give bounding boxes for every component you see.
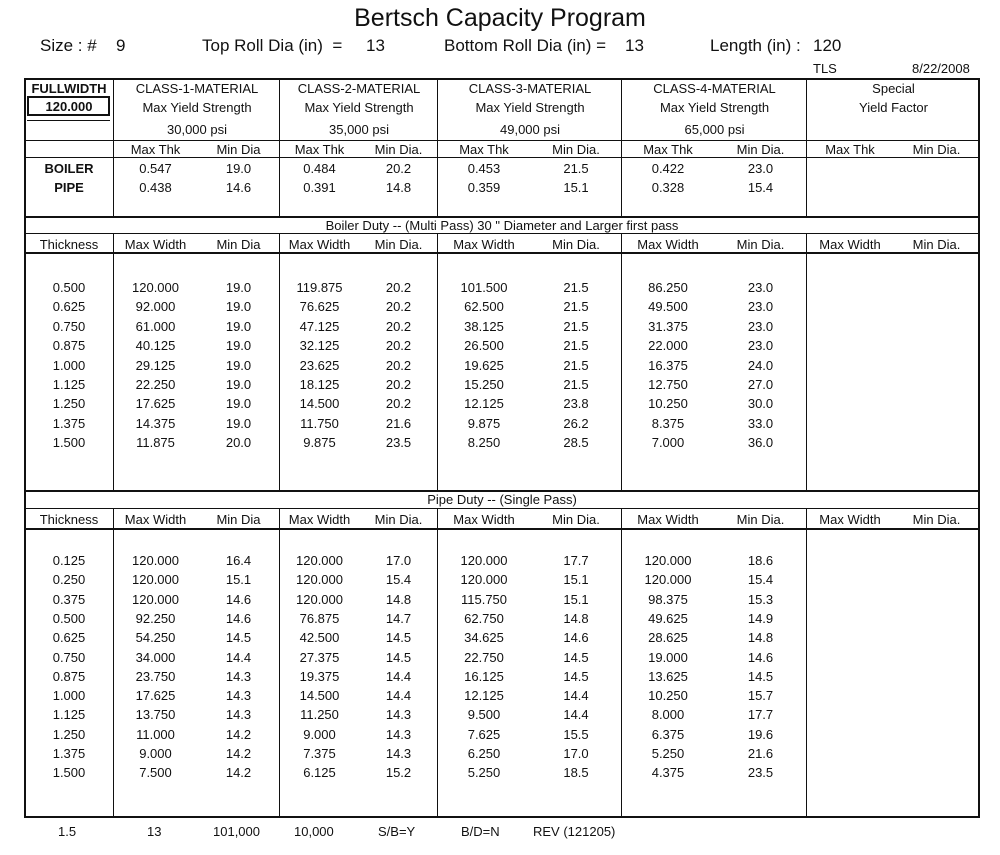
table-cell: 17.0 <box>563 746 589 761</box>
table-cell: 101.500 <box>460 280 508 295</box>
table-cell: 15.5 <box>563 726 589 742</box>
table-cell: 15.1 <box>563 572 589 588</box>
table-cell: 98.375 <box>648 591 688 607</box>
column-header: Min Dia. <box>552 237 600 252</box>
summary-cell: 14.6 <box>225 180 252 195</box>
table-cell: 16.4 <box>225 553 252 568</box>
top-roll-label: Top Roll Dia (in) = <box>202 36 343 55</box>
table-cell: 120.000 <box>644 553 692 568</box>
column-header: Max Width <box>288 237 351 252</box>
table-cell: 49.625 <box>648 610 688 626</box>
row-thickness: 0.750 <box>52 318 86 334</box>
table-cell: 22.750 <box>464 649 504 665</box>
table-cell: 23.5 <box>747 765 774 781</box>
table-cell: 23.625 <box>299 357 340 373</box>
summary-cell: 0.484 <box>303 161 336 176</box>
table-cell: 16.375 <box>648 357 688 373</box>
column-header: Min Dia <box>216 512 261 527</box>
table-cell: 10.250 <box>648 396 688 412</box>
table-cell: 16.125 <box>464 668 504 684</box>
length-label: Length (in) : <box>710 36 801 55</box>
table-cell: 11.750 <box>300 415 339 431</box>
table-cell: 14.3 <box>225 668 252 684</box>
table-cell: 24.0 <box>747 357 774 373</box>
summary-cell: 0.359 <box>467 180 501 195</box>
rule-subheader-top <box>24 140 980 141</box>
summary-cell: 0.422 <box>651 161 685 176</box>
table-cell: 38.125 <box>464 318 504 334</box>
summary-cell: 0.453 <box>467 161 501 176</box>
column-header: Max Width <box>637 237 699 252</box>
table-cell: 19.625 <box>464 357 504 373</box>
table-cell: 61.000 <box>135 318 176 334</box>
class-1-psi: 30,000 psi <box>167 122 227 137</box>
table-cell: 6.250 <box>467 746 501 761</box>
table-cell: 22.000 <box>648 338 688 354</box>
table-cell: 12.125 <box>464 396 504 412</box>
table-cell: 22.250 <box>135 377 176 392</box>
table-cell: 14.4 <box>563 707 589 723</box>
row-thickness: 1.000 <box>52 357 86 373</box>
table-cell: 14.500 <box>299 396 340 412</box>
fullwidth-label: FULLWIDTH <box>31 81 107 96</box>
table-cell: 14.5 <box>747 668 774 684</box>
table-cell: 14.9 <box>747 610 774 626</box>
column-header: Min Dia. <box>552 512 600 527</box>
bottom-roll-label: Bottom Roll Dia (in) = <box>444 36 607 55</box>
table-cell: 21.5 <box>563 280 589 295</box>
initials: TLS <box>813 61 837 76</box>
table-cell: 21.6 <box>747 746 774 761</box>
table-cell: 9.000 <box>139 746 172 761</box>
table-cell: 32.125 <box>299 338 340 354</box>
table-cell: 11.000 <box>136 726 175 742</box>
table-cell: 76.625 <box>299 299 340 315</box>
table-cell: 15.2 <box>385 765 412 781</box>
subcol-header: Min Dia. <box>552 142 600 157</box>
subcol-header: Max Thk <box>294 142 345 157</box>
table-cell: 19.0 <box>225 396 252 412</box>
row-thickness: 1.375 <box>52 415 86 431</box>
table-cell: 9.875 <box>303 435 336 451</box>
table-cell: 14.8 <box>747 630 774 646</box>
row-thickness: 1.125 <box>52 377 86 392</box>
table-cell: 14.5 <box>385 630 412 646</box>
table-cell: 62.750 <box>464 610 504 626</box>
footer-item: 10,000 <box>294 824 334 839</box>
column-header: Max Width <box>819 237 881 252</box>
table-cell: 13.750 <box>135 707 176 723</box>
table-cell: 5.250 <box>651 746 685 761</box>
subcol-header: Max Thk <box>459 142 509 157</box>
rule-pipe-heading <box>24 508 980 509</box>
class-4-yield: Max Yield Strength <box>659 100 770 115</box>
table-cell: 21.5 <box>563 318 589 334</box>
footer-item: S/B=Y <box>378 824 416 839</box>
table-cell: 4.375 <box>651 765 685 781</box>
rule-boiler-cols <box>24 252 980 254</box>
table-cell: 14.6 <box>225 610 252 626</box>
table-cell: 21.5 <box>563 299 589 315</box>
table-cell: 23.0 <box>747 338 774 354</box>
summary-cell: 23.0 <box>747 161 774 176</box>
table-cell: 20.2 <box>385 377 412 392</box>
pipe-heading: Pipe Duty -- (Single Pass) <box>427 492 577 507</box>
table-cell: 33.0 <box>747 415 774 431</box>
table-cell: 23.0 <box>747 280 774 295</box>
row-thickness: 1.000 <box>52 688 86 704</box>
row-thickness: 1.375 <box>52 746 86 761</box>
subcol-header: Min Dia. <box>374 142 423 157</box>
special-line1: Special <box>872 81 915 96</box>
table-cell: 15.4 <box>747 572 774 588</box>
summary-cell: 21.5 <box>563 161 589 176</box>
table-cell: 29.125 <box>135 357 176 373</box>
table-cell: 14.4 <box>385 688 412 704</box>
table-cell: 7.000 <box>651 435 685 451</box>
class-3-name: CLASS-3-MATERIAL <box>468 81 592 96</box>
rule-fullwidth <box>27 120 110 121</box>
table-cell: 120.000 <box>460 572 508 588</box>
top-roll-value: 13 <box>366 36 385 55</box>
subcol-header: Max Thk <box>130 142 181 157</box>
class-1-yield: Max Yield Strength <box>142 100 252 115</box>
table-cell: 14.7 <box>385 610 412 626</box>
table-cell: 14.500 <box>299 688 340 704</box>
class-2-name: CLASS-2-MATERIAL <box>297 81 421 96</box>
table-cell: 19.0 <box>225 357 252 373</box>
table-cell: 14.4 <box>385 668 412 684</box>
summary-row-label: BOILER <box>44 161 94 176</box>
table-cell: 26.2 <box>563 415 589 431</box>
table-cell: 120.000 <box>460 553 508 568</box>
table-cell: 120.000 <box>132 591 179 607</box>
table-cell: 14.6 <box>225 591 252 607</box>
page-title: Bertsch Capacity Program <box>354 4 646 32</box>
table-cell: 20.2 <box>385 280 412 295</box>
table-cell: 20.2 <box>385 338 412 354</box>
table-cell: 14.5 <box>225 630 252 646</box>
table-cell: 120.000 <box>132 572 179 588</box>
row-thickness: 1.250 <box>52 726 86 742</box>
table-cell: 20.2 <box>385 357 412 373</box>
class-2-psi: 35,000 psi <box>329 122 389 137</box>
table-cell: 120.000 <box>296 572 343 588</box>
fullwidth-value: 120.000 <box>45 99 93 114</box>
table-cell: 19.375 <box>299 668 340 684</box>
table-cell: 14.4 <box>225 649 252 665</box>
table-cell: 120.000 <box>644 572 692 588</box>
length-value: 120 <box>813 36 842 55</box>
table-cell: 18.6 <box>747 553 774 568</box>
subcol-header: Max Thk <box>643 142 693 157</box>
table-cell: 40.125 <box>135 338 176 354</box>
row-thickness: 0.250 <box>52 572 86 588</box>
class-1-name: CLASS-1-MATERIAL <box>135 81 259 96</box>
column-header: Max Width <box>288 512 351 527</box>
table-cell: 26.500 <box>464 338 504 354</box>
table-cell: 86.250 <box>648 280 688 295</box>
table-cell: 120.000 <box>296 591 343 607</box>
table-cell: 13.625 <box>648 668 688 684</box>
table-cell: 23.5 <box>385 435 412 451</box>
table-cell: 9.875 <box>467 415 501 431</box>
table-cell: 21.5 <box>563 338 589 354</box>
row-thickness: 0.875 <box>52 668 86 684</box>
table-cell: 18.5 <box>563 765 589 781</box>
table-cell: 23.750 <box>135 668 176 684</box>
table-cell: 21.5 <box>563 377 589 392</box>
table-cell: 14.2 <box>225 765 252 781</box>
table-cell: 20.2 <box>385 318 412 334</box>
table-cell: 17.0 <box>385 553 412 568</box>
table-cell: 19.0 <box>225 377 252 392</box>
table-cell: 15.7 <box>747 688 774 704</box>
row-thickness: 1.125 <box>52 707 86 723</box>
table-cell: 28.625 <box>648 630 688 646</box>
table-cell: 15.1 <box>563 591 589 607</box>
column-header: Min Dia <box>216 237 261 252</box>
table-cell: 17.7 <box>563 553 589 568</box>
table-cell: 7.625 <box>467 726 501 742</box>
table-cell: 23.8 <box>563 396 589 412</box>
table-cell: 19.0 <box>225 280 252 295</box>
summary-cell: 0.547 <box>139 161 172 176</box>
table-cell: 120.000 <box>296 553 343 568</box>
row-thickness: 0.750 <box>52 649 86 665</box>
column-header: Thickness <box>39 237 99 252</box>
row-thickness: 0.875 <box>52 338 86 354</box>
table-cell: 19.0 <box>225 338 252 354</box>
table-cell: 31.375 <box>648 318 688 334</box>
column-header: Min Dia. <box>912 512 961 527</box>
table-cell: 14.3 <box>225 707 252 723</box>
table-cell: 23.0 <box>747 299 774 315</box>
boiler-heading: Boiler Duty -- (Multi Pass) 30 " Diameter and Larger first pass <box>325 218 679 233</box>
summary-cell: 20.2 <box>385 161 412 176</box>
table-cell: 14.6 <box>747 649 774 665</box>
table-cell: 92.000 <box>135 299 176 315</box>
table-cell: 17.625 <box>135 396 176 412</box>
date: 8/22/2008 <box>912 61 970 76</box>
table-cell: 9.500 <box>467 707 501 723</box>
table-cell: 8.250 <box>467 435 501 451</box>
column-header: Max Width <box>453 237 515 252</box>
bottom-roll-value: 13 <box>625 36 644 55</box>
table-cell: 14.3 <box>225 688 252 704</box>
table-cell: 47.125 <box>299 318 340 334</box>
table-cell: 14.2 <box>225 746 252 761</box>
table-cell: 9.000 <box>303 726 336 742</box>
table-cell: 8.000 <box>651 707 685 723</box>
table-cell: 76.875 <box>299 610 340 626</box>
column-header: Max Width <box>453 512 515 527</box>
summary-cell: 15.4 <box>747 180 774 195</box>
table-cell: 27.0 <box>747 377 774 392</box>
table-cell: 19.6 <box>747 726 774 742</box>
table-cell: 6.125 <box>303 765 336 781</box>
table-cell: 18.125 <box>299 377 340 392</box>
table-cell: 11.875 <box>136 435 175 451</box>
table-cell: 14.5 <box>385 649 412 665</box>
column-header: Min Dia. <box>736 237 785 252</box>
table-cell: 119.875 <box>296 280 343 295</box>
table-cell: 42.500 <box>299 630 340 646</box>
table-cell: 54.250 <box>135 630 176 646</box>
column-header: Max Width <box>124 512 187 527</box>
subcol-header: Min Dia. <box>736 142 785 157</box>
column-header: Thickness <box>39 512 99 527</box>
row-thickness: 1.500 <box>52 765 86 781</box>
table-cell: 10.250 <box>648 688 688 704</box>
footer-item: REV (121205) <box>533 824 616 839</box>
table-cell: 36.0 <box>747 435 774 451</box>
row-thickness: 0.500 <box>52 280 86 295</box>
table-cell: 120.000 <box>132 553 179 568</box>
subcol-header: Max Thk <box>825 142 875 157</box>
table-cell: 30.0 <box>747 396 774 412</box>
summary-row-label: PIPE <box>54 180 84 195</box>
footer-item: 101,000 <box>213 824 260 839</box>
table-cell: 14.3 <box>385 746 412 761</box>
table-cell: 17.7 <box>747 707 774 723</box>
table-cell: 7.375 <box>303 746 336 761</box>
class-2-yield: Max Yield Strength <box>304 100 414 115</box>
table-cell: 34.625 <box>464 630 504 646</box>
subcol-header: Min Dia. <box>912 142 961 157</box>
summary-cell: 19.0 <box>225 161 252 176</box>
summary-cell: 14.8 <box>385 180 412 195</box>
table-cell: 120.000 <box>132 280 179 295</box>
table-cell: 15.4 <box>385 572 412 588</box>
table-cell: 21.6 <box>385 415 412 431</box>
table-cell: 115.750 <box>460 591 508 607</box>
column-header: Min Dia. <box>736 512 785 527</box>
rule-pipe-cols <box>24 528 980 530</box>
summary-cell: 0.391 <box>303 180 336 195</box>
table-cell: 15.250 <box>464 377 504 392</box>
class-3-psi: 49,000 psi <box>500 122 560 137</box>
table-cell: 14.375 <box>135 415 176 431</box>
special-line2: Yield Factor <box>859 100 928 115</box>
table-cell: 20.2 <box>385 299 412 315</box>
column-header: Min Dia. <box>374 512 423 527</box>
table-cell: 14.5 <box>563 649 589 665</box>
table-cell: 15.1 <box>225 572 252 588</box>
row-thickness: 0.625 <box>52 630 86 646</box>
summary-cell: 0.438 <box>139 180 172 195</box>
class-4-name: CLASS-4-MATERIAL <box>653 81 776 96</box>
table-cell: 14.4 <box>563 688 589 704</box>
footer-item: 1.5 <box>58 824 77 839</box>
table-cell: 62.500 <box>464 299 504 315</box>
column-header: Min Dia. <box>912 237 961 252</box>
table-cell: 12.750 <box>648 377 688 392</box>
table-cell: 19.0 <box>225 318 252 334</box>
rule-boiler-heading <box>24 233 980 234</box>
size-label: Size : # <box>40 36 97 55</box>
summary-cell: 15.1 <box>563 180 589 195</box>
table-cell: 19.0 <box>225 299 252 315</box>
row-thickness: 1.500 <box>52 435 86 451</box>
table-cell: 14.6 <box>563 630 589 646</box>
table-cell: 8.375 <box>651 415 685 431</box>
table-cell: 6.375 <box>651 726 685 742</box>
table-cell: 34.000 <box>135 649 176 665</box>
row-thickness: 0.125 <box>52 553 86 568</box>
column-header: Max Width <box>124 237 187 252</box>
rule-subheader-bottom <box>24 157 980 158</box>
table-cell: 21.5 <box>563 357 589 373</box>
table-cell: 92.250 <box>135 610 176 626</box>
table-cell: 19.000 <box>648 649 688 665</box>
table-cell: 49.500 <box>648 299 688 315</box>
table-cell: 14.5 <box>563 668 589 684</box>
row-thickness: 0.375 <box>52 591 86 607</box>
footer-item: 13 <box>147 824 162 839</box>
table-cell: 20.0 <box>225 435 252 451</box>
table-cell: 28.5 <box>563 435 589 451</box>
table-cell: 7.500 <box>139 765 172 781</box>
table-cell: 19.0 <box>225 415 252 431</box>
table-cell: 5.250 <box>467 765 501 781</box>
table-cell: 23.0 <box>747 318 774 334</box>
class-4-psi: 65,000 psi <box>684 122 745 137</box>
column-header: Min Dia. <box>374 237 423 252</box>
table-cell: 14.2 <box>225 726 252 742</box>
table-cell: 20.2 <box>385 396 412 412</box>
column-header: Max Width <box>637 512 699 527</box>
size-value: 9 <box>116 36 126 55</box>
table-cell: 12.125 <box>464 688 504 704</box>
row-thickness: 0.500 <box>52 610 86 626</box>
class-3-yield: Max Yield Strength <box>475 100 585 115</box>
column-header: Max Width <box>819 512 881 527</box>
row-thickness: 1.250 <box>52 396 86 412</box>
summary-cell: 0.328 <box>651 180 685 195</box>
subcol-header: Min Dia <box>216 142 261 157</box>
row-thickness: 0.625 <box>52 299 86 315</box>
table-cell: 17.625 <box>135 688 176 704</box>
table-cell: 14.8 <box>385 591 412 607</box>
table-cell: 14.3 <box>385 707 412 723</box>
footer-item: B/D=N <box>461 824 500 839</box>
table-cell: 14.3 <box>385 726 412 742</box>
table-cell: 27.375 <box>299 649 340 665</box>
table-cell: 15.3 <box>747 591 774 607</box>
table-cell: 11.250 <box>300 707 339 723</box>
table-cell: 14.8 <box>563 610 589 626</box>
